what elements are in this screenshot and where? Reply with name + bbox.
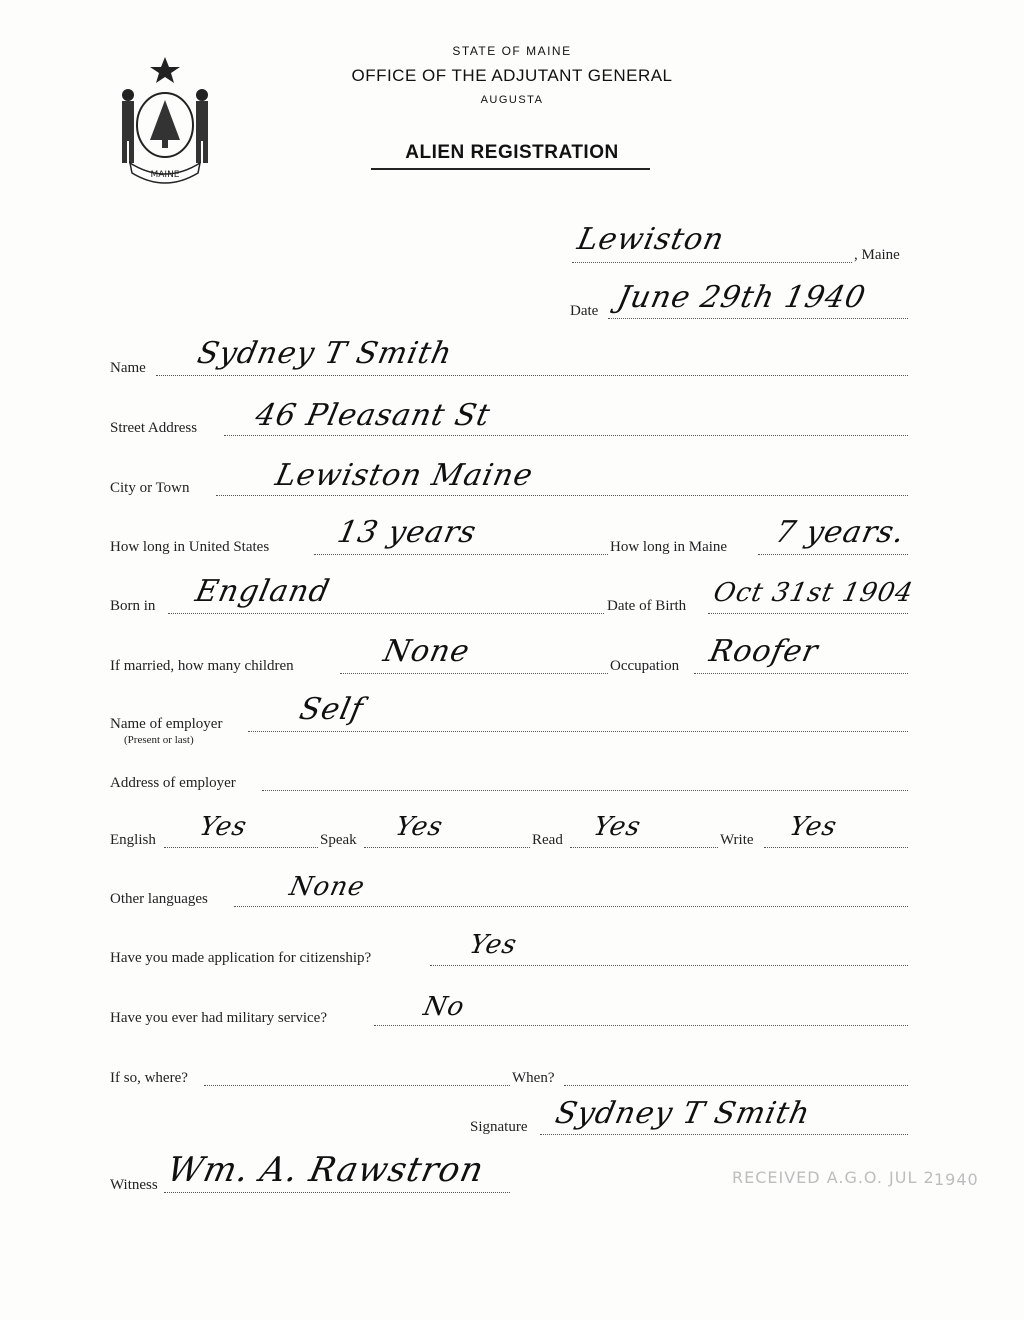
children-value: None: [380, 634, 474, 669]
write-value: Yes: [786, 812, 840, 842]
where-label: If so, where?: [110, 1070, 188, 1086]
date-label: Date: [570, 303, 599, 319]
born-in-line: [168, 613, 604, 614]
us-duration-label: How long in United States: [110, 539, 270, 555]
received-stamp-year: 1940: [934, 1170, 979, 1189]
english-label: English: [110, 832, 156, 848]
seal-banner-text: MAINE: [150, 170, 180, 180]
speak-label: Speak: [320, 832, 357, 848]
witness-line: [164, 1192, 510, 1193]
children-line: [340, 673, 608, 674]
citizenship-value: Yes: [466, 930, 520, 960]
children-label: If married, how many children: [110, 658, 294, 674]
place-suffix: , Maine: [854, 247, 900, 263]
us-duration-line: [314, 554, 608, 555]
place-value: Lewiston: [574, 222, 728, 257]
maine-duration-label: How long in Maine: [610, 539, 728, 555]
citizenship-label: Have you made application for citizenship?: [110, 950, 372, 966]
employer-value: Self: [296, 692, 367, 727]
date-value: June 29th 1940: [614, 280, 870, 315]
maine-duration-line: [758, 554, 908, 555]
us-duration-value: 13 years: [334, 515, 480, 550]
read-label: Read: [532, 832, 563, 848]
signature-line: [540, 1134, 908, 1135]
dob-line: [708, 613, 908, 614]
page-title: ALIEN REGISTRATION: [405, 142, 619, 163]
street-label: Street Address: [110, 420, 198, 436]
witness-label: Witness: [110, 1177, 158, 1193]
city-value: Lewiston Maine: [272, 458, 537, 493]
witness-value: Wm. A. Rawstron: [163, 1150, 488, 1190]
other-languages-label: Other languages: [110, 891, 208, 907]
place-line: [572, 262, 852, 263]
received-stamp: RECEIVED A.G.O. JUL 2: [732, 1168, 935, 1187]
military-value: No: [420, 992, 468, 1022]
maine-duration-value: 7 years.: [772, 515, 909, 550]
write-line: [764, 847, 908, 848]
employer-sublabel: (Present or last): [124, 734, 194, 746]
other-languages-line: [234, 906, 908, 907]
dob-value: Oct 31st 1904: [710, 578, 917, 608]
speak-line: [364, 847, 530, 848]
speak-value: Yes: [392, 812, 446, 842]
dob-label: Date of Birth: [607, 598, 687, 614]
when-label: When?: [512, 1070, 555, 1086]
city-line: [216, 495, 908, 496]
english-value: Yes: [196, 812, 250, 842]
other-languages-value: None: [286, 872, 368, 902]
street-value: 46 Pleasant St: [252, 398, 494, 433]
street-line: [224, 435, 908, 436]
name-label: Name: [110, 360, 146, 376]
name-line: [156, 375, 908, 376]
write-label: Write: [720, 832, 754, 848]
city-label: City or Town: [110, 480, 190, 496]
signature-value: Sydney T Smith: [552, 1096, 814, 1131]
born-in-label: Born in: [110, 598, 156, 614]
read-value: Yes: [590, 812, 644, 842]
employer-label: Name of employer: [110, 716, 223, 732]
where-line: [204, 1085, 510, 1086]
employer-address-label: Address of employer: [110, 775, 236, 791]
signature-label: Signature: [470, 1119, 528, 1135]
english-line: [164, 847, 318, 848]
military-line: [374, 1025, 908, 1026]
header-city: AUGUSTA: [480, 94, 544, 106]
born-in-value: England: [192, 574, 334, 609]
occupation-line: [694, 673, 908, 674]
occupation-value: Roofer: [706, 634, 822, 669]
name-value: Sydney T Smith: [194, 336, 456, 371]
read-line: [570, 847, 718, 848]
occupation-label: Occupation: [610, 658, 680, 674]
employer-address-line: [262, 790, 908, 791]
date-line: [608, 318, 908, 319]
title-underline: [371, 168, 650, 170]
citizenship-line: [430, 965, 908, 966]
when-line: [564, 1085, 908, 1086]
employer-line: [248, 731, 908, 732]
military-label: Have you ever had military service?: [110, 1010, 327, 1026]
header-state: STATE OF MAINE: [452, 44, 572, 58]
header-office: OFFICE OF THE ADJUTANT GENERAL: [351, 66, 673, 85]
